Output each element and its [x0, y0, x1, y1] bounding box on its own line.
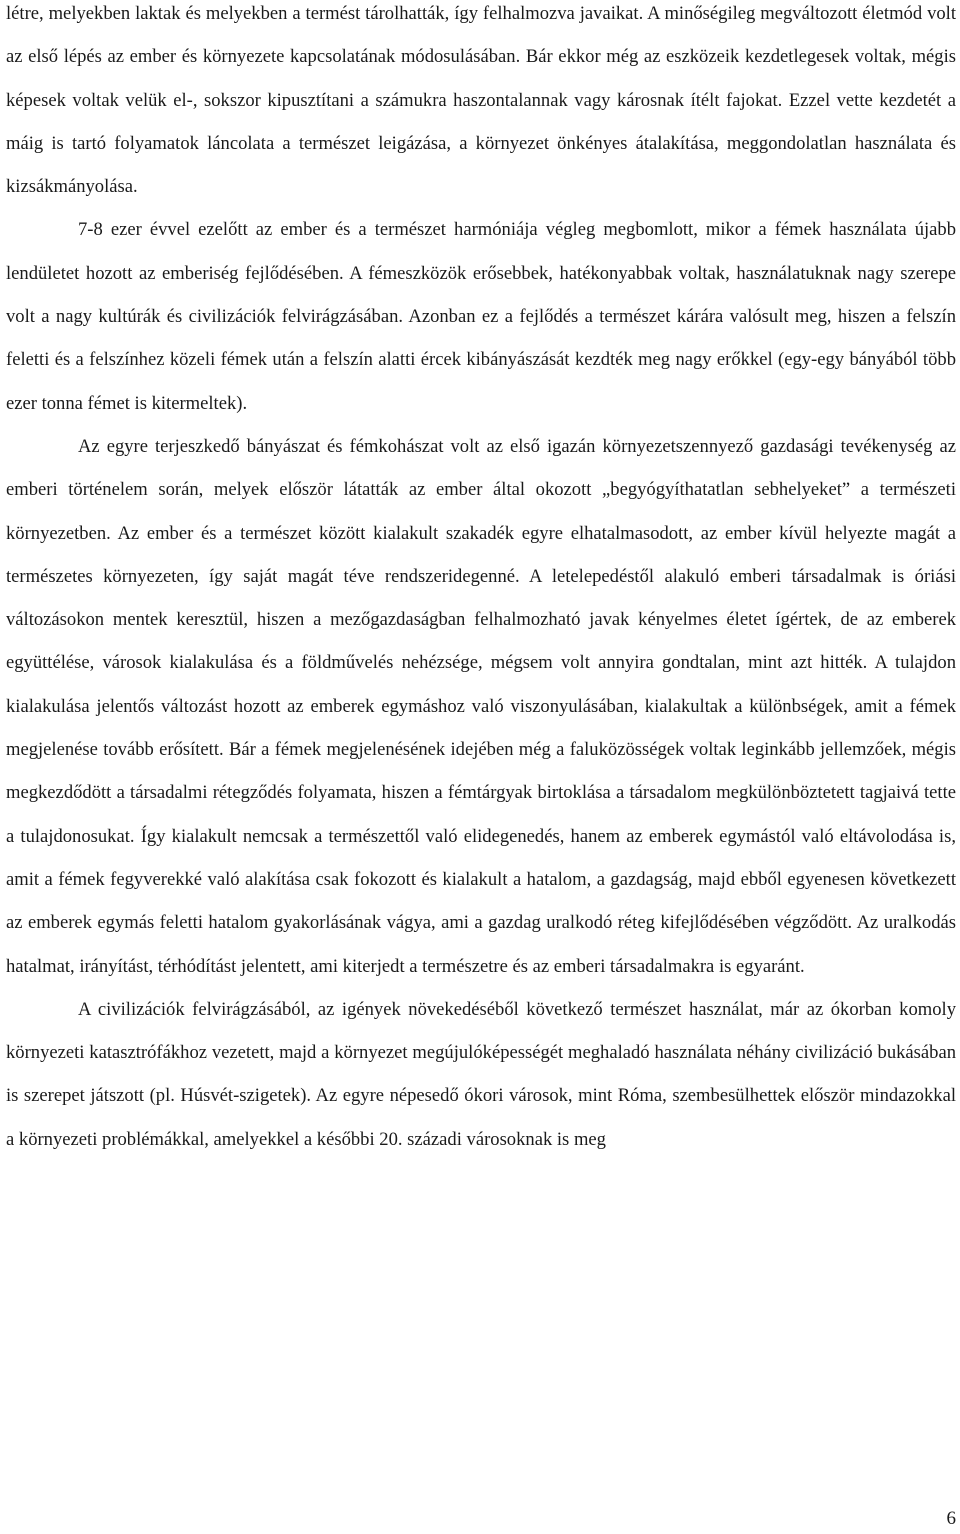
paragraph-1: létre, melyekben laktak és melyekben a termést tárolhatták, így felhalmozva javaikat. A minőségileg megváltozott életmód volt az első lépés az ember és környezete kapcsolatának módosulásában. Bár ekkor még az eszközeik kezdetlegesek voltak, mégis képesek voltak velük el-, sokszor kipusztítani a számukra haszontalannak vagy károsnak ítélt fajokat. Ezzel vette kezdetét a máig is tartó folyamatok láncolata a természet leigázása, a környezet önkényes átalakítása, meggondolatlan használata és kizsákmányolása.: [6, 3, 956, 198]
page-number: 6: [946, 1508, 956, 1529]
document-body: [6, 0, 956, 1161]
paragraph-3: Az egyre terjeszkedő bányászat és fémkohászat volt az első igazán környezetszennyező gazdasági tevékenység az emberi történelem során, melyek először látatták az ember által okozott „begyógyíthatatlan sebhelyeket” a természeti környezetben. Az ember és a természet között kialakult szakadék egyre elhatalmasodott, az ember kívül helyezte magát a természetes környezeten, így saját magát téve rendszeridegenné. A letelepedéstől alakuló emberi társadalmak is óriási változásokon mentek keresztül, hiszen a mezőgazdaságban felhalmozható javak kényelmes életet ígértek, de az emberek együttélése, városok kialakulása és a földművelés nehézsége, mégsem volt annyira gondtalan, mint azt hitték. A tulajdon kialakulása jelentős változást hozott az emberek egymáshoz való viszonyulásában, kialakultak a különbségek, amit a fémek megjelenése tovább erősített. Bár a fémek megjelenésének idejében még a faluközösségek voltak leginkább jellemzőek, mégis megkezdődött a társadalmi rétegződés folyamata, hiszen a fémtárgyak birtoklása a társadalom megkülönböztetett tagjaivá tette a tulajdonosukat. Így kialakult nemcsak a természettől való elidegenedés, hanem az emberek egymástól való eltávolodása is, amit a fémek fegyverekké való alakítása csak fokozott és kialakult a hatalom, a gazdagság, majd ebből egyenesen következett az emberek egymás feletti hatalom gyakorlásának vágya, ami a gazdag uralkodó réteg kifejlődésében végződött. Az uralkodás hatalmat, irányítást, térhódítást jelentett, ami kiterjedt a természetre és az emberi társadalmakra is egyaránt.: [6, 435, 956, 977]
paragraph-2: 7-8 ezer évvel ezelőtt az ember és a természet harmóniája végleg megbomlott, mikor a fémek használata újabb lendületet hozott az emberiség fejlődésében. A fémeszközök erősebbek, hatékonyabbak voltak, használatuknak nagy szerepe volt a nagy kultúrák és civilizációk felvirágzásában. Azonban ez a fejlődés a természet kárára valósult meg, hiszen a felszín feletti és a felszínhez közeli fémek után a felszín alatti ércek kibányászását kezdték meg nagy erőkkel (egy-egy bányából több ezer tonna fémet is kitermeltek).: [6, 219, 956, 414]
paragraph-4: A civilizációk felvirágzásából, az igények növekedéséből következő természet használat, már az ókorban komoly környezeti katasztrófákhoz vezetett, majd a környezet megújulóképességét meghaladó használata néhány civilizáció bukásában is szerepet játszott (pl. Húsvét-szigetek). Az egyre népesedő ókori városok, mint Róma, szembesülhettek először mindazokkal a környezeti problémákkal, amelyekkel a későbbi 20. századi városoknak is meg: [6, 998, 956, 1150]
